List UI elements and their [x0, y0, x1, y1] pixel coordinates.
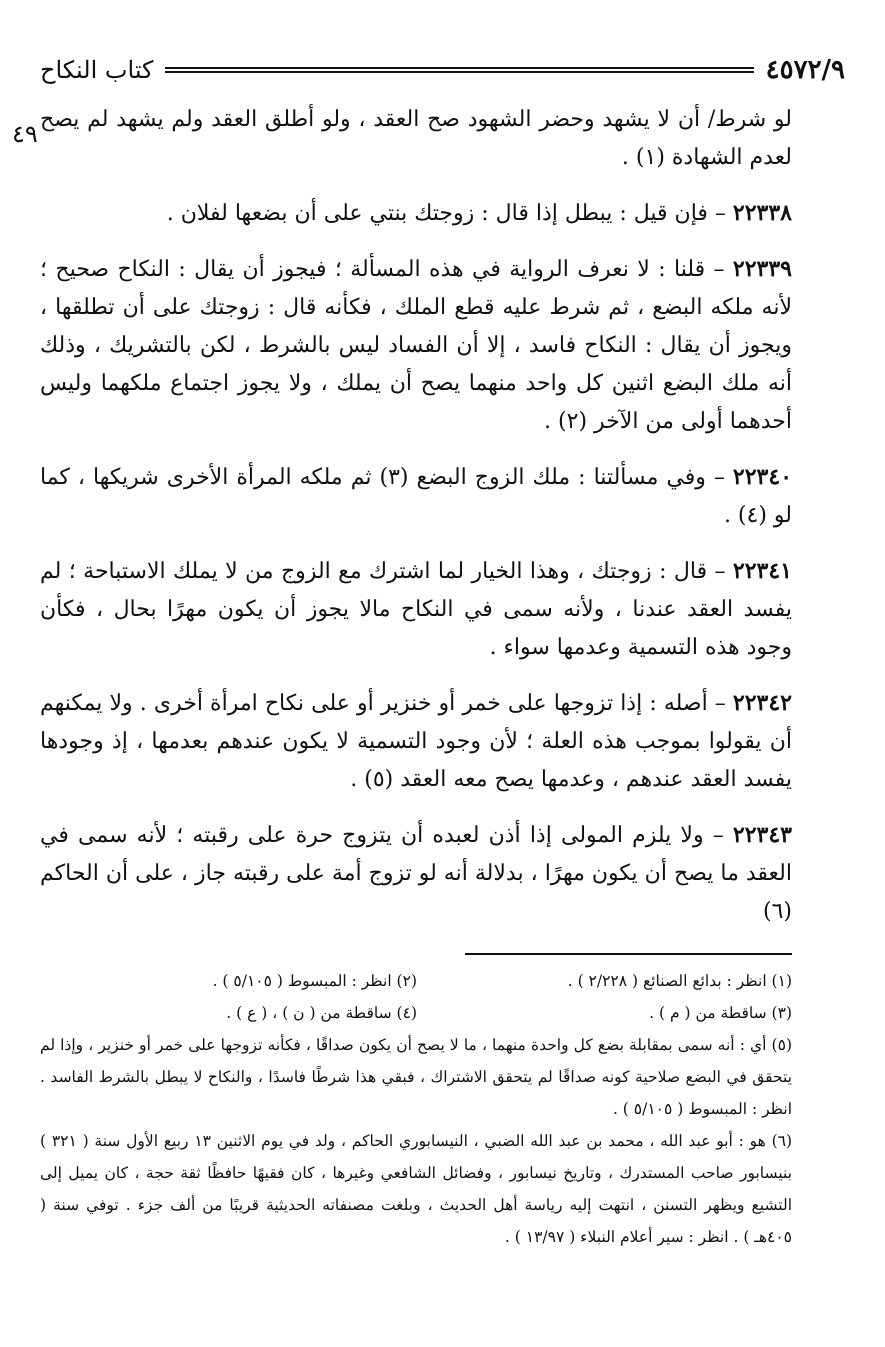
paragraph	[40, 684, 792, 799]
paragraph	[40, 250, 792, 441]
footnote-4: (٤) ساقطة من ( ن ) ، ( ع ) .	[226, 1004, 417, 1022]
paragraph	[40, 816, 792, 931]
paragraph-text: لو شرط/ أن لا يشهد وحضر الشهود صح العقد ، ولو أطلق العقد ولم يشهد لم يصح لعدم الشهادة (١) .	[40, 107, 792, 170]
footnotes	[40, 965, 792, 1253]
page-code: ٤٥٧٢/٩	[765, 55, 845, 85]
paragraph-text: – قلنا : لا نعرف الرواية في هذه المسألة ؛ فيجوز أن يقال : النكاح صحيح ؛ لأنه ملكه البضع ، ثم شرط عليه قطع الملك ، فكأنه قال : زوجتك على أن تطلقها ، ويجوز أن يقال : النكاح فاسد ، إلا أن الفساد ليس بالشرط ، لكن بالتشريك ، وذلك أنه ملك البضع اثنين كل واحد منهما يصح أن يملك ، ولا يجوز اجتماع ملكهما وليس أحدهما أولى من الآخر (٢) .	[40, 257, 792, 434]
paragraph-text: – قال : زوجتك ، وهذا الخيار لما اشترك مع الزوج من لا يملك الاستباحة ؛ لم يفسد العقد عندنا ، ولأنه سمى في النكاح مالا يجوز أن يكون مهرًا بحال ، فكأن وجود هذه التسمية وعدمها سواء .	[40, 559, 792, 660]
footnote-row	[40, 965, 792, 997]
footnote-2: (٢) انظر : المبسوط ( ٥/١٠٥ ) .	[212, 972, 417, 990]
paragraph-text: – فإن قيل : يبطل إذا قال : زوجتك بنتي على أن بضعها لفلان .	[166, 201, 733, 226]
paragraph	[40, 100, 792, 177]
footnote-6: (٦) هو : أبو عبد الله ، محمد بن عبد الله الضبي ، النيسابوري الحاكم ، ولد في يوم الاثنين ١٣ ربيع الأول سنة ( ٣٢١ ) بنيسابور صاحب المستدرك ، وتاريخ نيسابور ، وفضائل الشافعي وغيرها ، كان فقيهًا حافظًا ثقة حجة ، كان يميل إلى التشيع ويظهر التسنن ، انتهت إليه رياسة أهل الحديث ، وبلغت مصنفاته الحديثية قريبًا من ألف جزء . توفي سنة ( ٤٠٥هـ ) . انظر : سير أعلام النبلاء ( ١٣/٩٧ ) .	[40, 1132, 793, 1246]
paragraph	[40, 458, 792, 535]
footnote-5: (٥) أي : أنه سمى بمقابلة بضع كل واحدة منهما ، ما لا يصح أن يكون صداقًا ، فكأنه تزوجها على خمر أو خنزير ، وإذا لم يتحقق في البضع صلاحية كونه صداقًا لم يتحقق الاشتراك ، فبقي هذا شرطًا فاسدًا ، والنكاح لا يبطل بالشرط الفاسد . انظر : المبسوط ( ٥/١٠٥ ) .	[40, 1036, 792, 1118]
paragraph	[40, 552, 792, 667]
footnote-1: (١) انظر : بدائع الصنائع ( ٢/٢٢٨ ) .	[567, 972, 792, 990]
entry-number: ٢٢٣٤٣	[732, 822, 792, 848]
footnote-3: (٣) ساقطة من ( م ) .	[649, 1004, 792, 1022]
header-rule	[165, 67, 753, 73]
paragraph	[40, 194, 792, 233]
footnote-row	[40, 997, 792, 1029]
entry-number: ٢٢٣٣٨	[732, 200, 792, 226]
margin-folio-number: ٤٩	[12, 120, 38, 148]
entry-number: ٢٢٣٣٩	[732, 256, 792, 282]
entry-number: ٢٢٣٤٠	[732, 464, 793, 490]
main-text	[40, 100, 792, 948]
entry-number: ٢٢٣٤١	[732, 558, 792, 584]
paragraph-text: – أصله : إذا تزوجها على خمر أو خنزير أو على نكاح امرأة أخرى . ولا يمكنهم أن يقولوا بموجب هذه العلة ؛ لأن وجود التسمية لا يكون عندهم بعدمها ، إذ وجودها يفسد العقد عندهم ، وعدمها يصح معه العقد (٥) .	[40, 691, 792, 792]
book-title: كتاب النكاح	[40, 56, 154, 84]
footnote-separator	[465, 953, 792, 955]
paragraph-text: – ولا يلزم المولى إذا أذن لعبده أن يتزوج حرة على رقبته ؛ لأنه سمى في العقد ما يصح أن يكون مهرًا ، بدلالة أنه لو تزوج أمة على رقبته جاز ، على أن الحاكم (٦)	[40, 823, 792, 924]
paragraph-text: – وفي مسألتنا : ملك الزوج البضع (٣) ثم ملكه المرأة الأخرى شريكها ، كما لو (٤) .	[40, 465, 792, 528]
running-header	[40, 50, 845, 90]
entry-number: ٢٢٣٤٢	[732, 690, 792, 716]
